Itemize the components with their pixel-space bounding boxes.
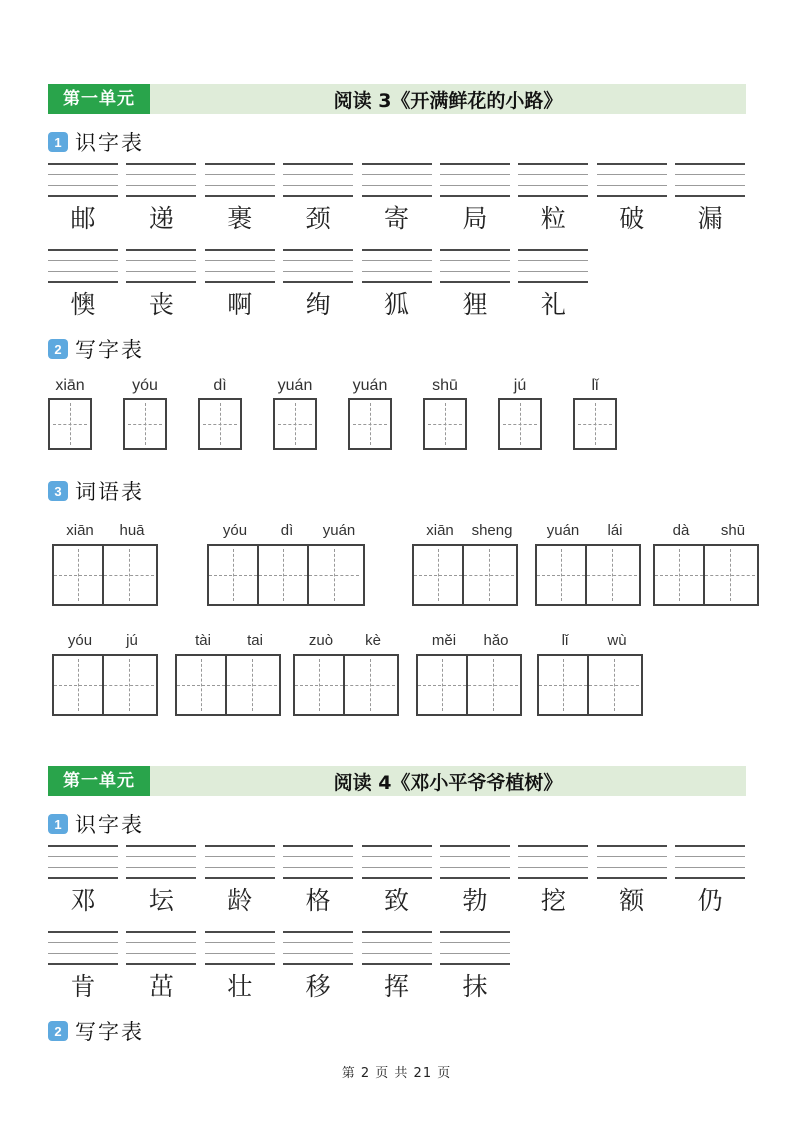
word-grid: [535, 544, 641, 606]
pinyin-writing-lines[interactable]: [518, 163, 588, 197]
tianzige-cell[interactable]: [123, 398, 167, 450]
tianzige-cell[interactable]: [589, 656, 639, 714]
xiezi-item: [123, 376, 167, 450]
word-grid: [416, 654, 522, 716]
number-badge: 3: [48, 481, 68, 501]
word-item: [293, 632, 399, 716]
hanzi-character: 邓: [70, 886, 96, 915]
pinyin-label: jú: [513, 377, 527, 394]
hanzi-practice-item: [440, 249, 510, 321]
pinyin-writing-lines[interactable]: [440, 845, 510, 879]
hanzi-character: 挖: [540, 886, 566, 915]
word-grid: [293, 654, 399, 716]
page-number: 第 2 页 共 21 页: [341, 1066, 452, 1081]
word-item: [207, 522, 365, 606]
tianzige-cell[interactable]: [54, 656, 104, 714]
pinyin-label: jú: [126, 632, 138, 649]
word-item: [416, 632, 522, 716]
tianzige-cell[interactable]: [309, 546, 359, 604]
xiezi-item: [48, 376, 92, 450]
number-badge: 2: [48, 339, 68, 359]
tianzige-cell[interactable]: [198, 398, 242, 450]
word-row: [48, 632, 746, 716]
pinyin-label: hǎo: [483, 632, 509, 649]
xiezi-item: [573, 376, 617, 450]
hanzi-practice-item: [440, 845, 510, 917]
pinyin-writing-lines[interactable]: [48, 845, 118, 879]
hanzi-row: [48, 845, 746, 917]
hanzi-character: 丧: [148, 290, 174, 319]
pinyin-label: yuán: [322, 522, 356, 539]
pinyin-writing-lines[interactable]: [283, 845, 353, 879]
hanzi-character: 仍: [697, 886, 723, 915]
pinyin-label: shū: [432, 377, 458, 394]
pinyin-label: yóu: [222, 522, 248, 539]
hanzi-practice-item: [283, 931, 353, 1003]
hanzi-character: 啊: [227, 290, 253, 319]
hanzi-practice-item: [283, 163, 353, 235]
word-item: [52, 522, 158, 606]
hanzi-practice-item: [126, 931, 196, 1003]
pinyin-writing-lines[interactable]: [48, 249, 118, 283]
pinyin-writing-lines[interactable]: [675, 163, 745, 197]
pinyin-label: shū: [720, 522, 746, 539]
hanzi-character: 懊: [70, 290, 96, 319]
xiezi-grid-row: [48, 376, 746, 450]
hanzi-character: 狸: [462, 290, 488, 319]
pinyin-label: lái: [607, 522, 623, 539]
word-item: [535, 522, 641, 606]
subsection-heading-xiezibiao: [48, 1018, 746, 1044]
word-item: [175, 632, 281, 716]
section-header: [48, 766, 746, 796]
word-item: [653, 522, 759, 606]
pinyin-writing-lines[interactable]: [283, 931, 353, 965]
subsection-heading-shizibiao: [48, 811, 746, 837]
subsection-label: 识字表: [75, 813, 144, 837]
pinyin-writing-lines[interactable]: [440, 931, 510, 965]
tianzige-cell[interactable]: [104, 656, 154, 714]
xiezi-item: [198, 376, 242, 450]
pinyin-label: tài: [195, 632, 211, 649]
number-badge: 2: [48, 1021, 68, 1041]
pinyin-writing-lines[interactable]: [48, 163, 118, 197]
tianzige-cell[interactable]: [209, 546, 259, 604]
pinyin-label: yuán: [277, 377, 313, 394]
hanzi-practice-item: [205, 845, 275, 917]
hanzi-practice-item: [518, 163, 588, 235]
tianzige-cell[interactable]: [464, 546, 514, 604]
hanzi-practice-item: [362, 931, 432, 1003]
pinyin-writing-lines[interactable]: [205, 249, 275, 283]
hanzi-row: [48, 931, 746, 1003]
tianzige-cell[interactable]: [177, 656, 227, 714]
section-title: 阅读 3《开满鲜花的小路》: [333, 89, 563, 112]
hanzi-practice-item: [597, 163, 667, 235]
pinyin-label: lǐ: [561, 632, 569, 649]
tianzige-cell[interactable]: [537, 546, 587, 604]
xiezi-item: [498, 376, 542, 450]
word-grid: [52, 544, 158, 606]
pinyin-writing-lines[interactable]: [205, 163, 275, 197]
unit-badge: 第一单元: [48, 84, 150, 114]
section-title: 阅读 4《邓小平爷爷植树》: [333, 771, 563, 794]
hanzi-character: 局: [462, 204, 488, 233]
subsection-heading-xiezibiao: [48, 336, 746, 362]
pinyin-label: huā: [119, 522, 145, 539]
pinyin-writing-lines[interactable]: [48, 931, 118, 965]
tianzige-cell[interactable]: [345, 656, 395, 714]
pinyin-writing-lines[interactable]: [126, 931, 196, 965]
pinyin-label: měi: [431, 632, 457, 649]
tianzige-cell[interactable]: [468, 656, 518, 714]
hanzi-practice-item: [440, 163, 510, 235]
tianzige-cell[interactable]: [418, 656, 468, 714]
word-grid: [537, 654, 643, 716]
pinyin-writing-lines[interactable]: [597, 163, 667, 197]
tianzige-cell[interactable]: [414, 546, 464, 604]
tianzige-cell[interactable]: [348, 398, 392, 450]
pinyin-writing-lines[interactable]: [126, 163, 196, 197]
word-row: [48, 522, 746, 606]
pinyin-label: dì: [213, 377, 227, 394]
xiezi-item: [273, 376, 317, 450]
tianzige-cell[interactable]: [423, 398, 467, 450]
hanzi-character: 狐: [384, 290, 410, 319]
pinyin-writing-lines[interactable]: [126, 845, 196, 879]
number-badge: 1: [48, 814, 68, 834]
hanzi-character: 致: [384, 886, 410, 915]
hanzi-practice-item: [362, 163, 432, 235]
hanzi-practice-item: [126, 163, 196, 235]
tianzige-cell[interactable]: [655, 546, 705, 604]
word-item: [412, 522, 518, 606]
hanzi-character: 邮: [70, 204, 96, 233]
pinyin-label: lǐ: [591, 377, 599, 394]
hanzi-character: 绚: [305, 290, 331, 319]
hanzi-practice-item: [283, 845, 353, 917]
worksheet-page: [48, 84, 746, 1044]
hanzi-row: [48, 163, 746, 235]
hanzi-practice-item: [362, 249, 432, 321]
hanzi-character: 漏: [697, 204, 723, 233]
hanzi-character: 递: [148, 204, 174, 233]
hanzi-character: 格: [305, 886, 331, 915]
hanzi-character: 裹: [227, 204, 253, 233]
pinyin-writing-lines[interactable]: [440, 163, 510, 197]
hanzi-character: 移: [305, 972, 331, 1001]
pinyin-label: kè: [365, 632, 381, 649]
hanzi-character: 抹: [462, 972, 488, 1001]
pinyin-writing-lines[interactable]: [675, 845, 745, 879]
hanzi-practice-item: [440, 931, 510, 1003]
word-item: [537, 632, 643, 716]
subsection-heading-ciyubiao: [48, 478, 746, 504]
tianzige-cell[interactable]: [705, 546, 755, 604]
hanzi-practice-item: [126, 249, 196, 321]
pinyin-label: tai: [247, 632, 263, 649]
hanzi-practice-item: [518, 249, 588, 321]
hanzi-practice-item: [48, 163, 118, 235]
subsection-label: 写字表: [75, 1020, 144, 1044]
pinyin-writing-lines[interactable]: [362, 931, 432, 965]
hanzi-character: 坛: [148, 886, 174, 915]
pinyin-label: yóu: [132, 377, 158, 394]
tianzige-cell[interactable]: [273, 398, 317, 450]
hanzi-character: 寄: [384, 204, 410, 233]
tianzige-cell[interactable]: [227, 656, 277, 714]
number-badge: 1: [48, 132, 68, 152]
pinyin-label: xiān: [55, 377, 85, 394]
pinyin-label: xiān: [66, 522, 94, 539]
pinyin-writing-lines[interactable]: [362, 163, 432, 197]
word-grid: [207, 544, 365, 606]
tianzige-cell[interactable]: [573, 398, 617, 450]
subsection-label: 写字表: [75, 338, 144, 362]
hanzi-practice-item: [205, 163, 275, 235]
pinyin-writing-lines[interactable]: [518, 249, 588, 283]
word-grid: [52, 654, 158, 716]
tianzige-cell[interactable]: [295, 656, 345, 714]
word-grid: [175, 654, 281, 716]
pinyin-writing-lines[interactable]: [362, 249, 432, 283]
pinyin-label: dà: [672, 522, 690, 539]
hanzi-practice-item: [362, 845, 432, 917]
hanzi-character: 勃: [462, 886, 488, 915]
subsection-label: 词语表: [75, 480, 144, 504]
tianzige-cell[interactable]: [54, 546, 104, 604]
hanzi-practice-item: [205, 249, 275, 321]
pinyin-writing-lines[interactable]: [205, 931, 275, 965]
tianzige-cell[interactable]: [48, 398, 92, 450]
pinyin-writing-lines[interactable]: [283, 249, 353, 283]
hanzi-practice-item: [48, 249, 118, 321]
pinyin-writing-lines[interactable]: [205, 845, 275, 879]
hanzi-character: 肯: [70, 972, 96, 1001]
hanzi-character: 挥: [384, 972, 410, 1001]
hanzi-practice-item: [675, 845, 745, 917]
pinyin-writing-lines[interactable]: [597, 845, 667, 879]
hanzi-character: 龄: [227, 886, 253, 915]
pinyin-label: dì: [280, 522, 294, 539]
hanzi-row: [48, 249, 746, 321]
unit-badge: 第一单元: [48, 766, 150, 796]
hanzi-practice-item: [126, 845, 196, 917]
pinyin-label: yuán: [352, 377, 388, 394]
hanzi-character: 礼: [540, 290, 566, 319]
hanzi-character: 粒: [540, 204, 566, 233]
pinyin-label: xiān: [426, 522, 454, 539]
xiezi-item: [348, 376, 392, 450]
pinyin-label: sheng: [471, 522, 513, 539]
pinyin-label: yóu: [67, 632, 93, 649]
subsection-label: 识字表: [75, 131, 144, 155]
hanzi-character: 颈: [305, 204, 331, 233]
hanzi-practice-item: [597, 845, 667, 917]
tianzige-cell[interactable]: [104, 546, 154, 604]
pinyin-writing-lines[interactable]: [362, 845, 432, 879]
pinyin-label: yuán: [546, 522, 580, 539]
pinyin-writing-lines[interactable]: [283, 163, 353, 197]
hanzi-character: 壮: [227, 972, 253, 1001]
pinyin-writing-lines[interactable]: [126, 249, 196, 283]
hanzi-character: 茁: [148, 972, 174, 1001]
tianzige-cell[interactable]: [498, 398, 542, 450]
pinyin-label: zuò: [308, 632, 334, 649]
hanzi-practice-item: [48, 845, 118, 917]
word-grid: [653, 544, 759, 606]
word-item: [52, 632, 158, 716]
pinyin-writing-lines[interactable]: [518, 845, 588, 879]
xiezi-item: [423, 376, 467, 450]
hanzi-practice-item: [283, 249, 353, 321]
hanzi-character: 破: [619, 204, 645, 233]
pinyin-writing-lines[interactable]: [440, 249, 510, 283]
hanzi-character: 额: [619, 886, 645, 915]
tianzige-cell[interactable]: [587, 546, 637, 604]
hanzi-practice-item: [518, 845, 588, 917]
subsection-heading-shizibiao: [48, 129, 746, 155]
section-header: [48, 84, 746, 114]
tianzige-cell[interactable]: [259, 546, 309, 604]
hanzi-practice-item: [675, 163, 745, 235]
hanzi-practice-item: [205, 931, 275, 1003]
word-grid: [412, 544, 518, 606]
tianzige-cell[interactable]: [539, 656, 589, 714]
hanzi-practice-item: [48, 931, 118, 1003]
pinyin-label: wù: [607, 632, 627, 649]
